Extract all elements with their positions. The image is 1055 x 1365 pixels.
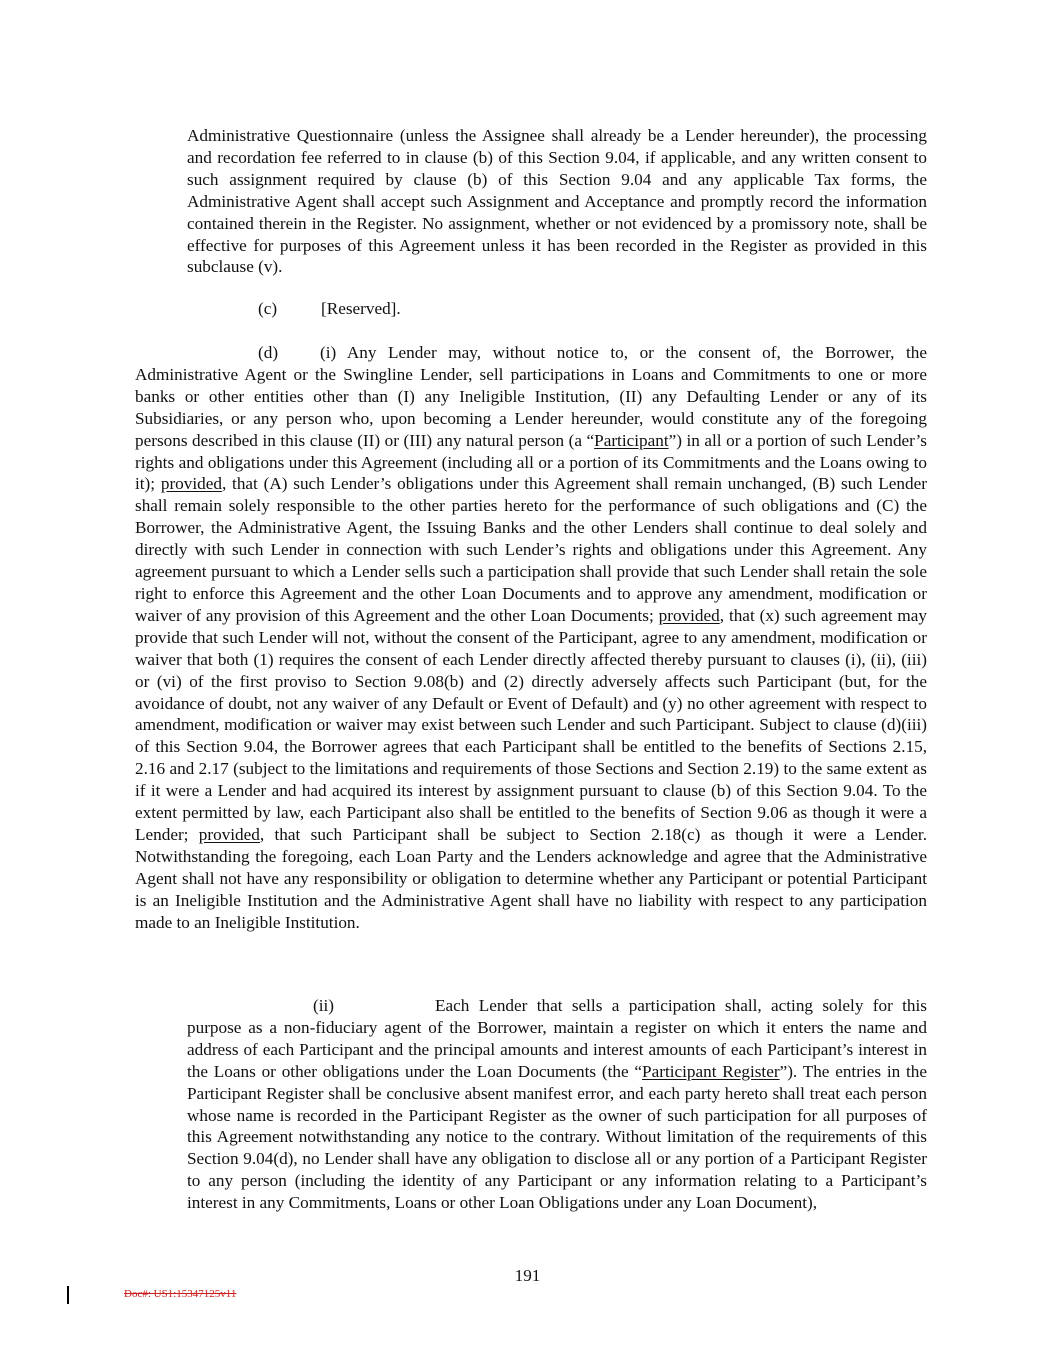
paragraph-c — [258, 298, 401, 320]
defined-term-participant-register: Participant Register — [642, 1061, 780, 1081]
clause-d-text: ”) in all or a portion of such Lender’s rights and obligations under this Agreement (including all or a portion of its Commitments and the Loans owing to it); — [135, 430, 927, 494]
provided-term: provided — [658, 605, 720, 625]
change-bar — [67, 1286, 69, 1304]
paragraph-intro: Administrative Questionnaire (unless the Assignee shall already be a Lender hereunder), the processing and recordation fee referred to in clause (b) of this Section 9.04, if applicable, and any written consent to such assignment required by clause (b) of this Section 9.04 and any applicable Tax forms, the Administrative Agent shall accept such Assignment and Acceptance and promptly record the information contained therein in the Register. No assignment, whether or not evidenced by a promissory note, shall be effective for purposes of this Agreement unless it has been recorded in the Register as provided in this subclause (v). — [187, 126, 927, 277]
page-number: 191 — [514, 1266, 541, 1285]
clause-d-text: , that such Participant shall be subject to Section 2.18(c) as though it were a Lender. Notwithstanding the foregoing, each Loan Party and the Lenders acknowledge and agree that the Administrative Agent shall not have any responsibility or obligation to determine whether any Participant or potential Participant is an Ineligible Institution and the Administrative Agent shall have no liability with respect to any participation made to an Ineligible Institution. — [135, 824, 927, 932]
clause-d-label: (d) — [258, 343, 279, 362]
clause-d-text: , that (x) such agreement may provide that such Lender will not, without the consent of the Participant, agree to any amendment, modification or waiver that both (1) requires the consent of each Lender directly affected thereby pursuant to clauses (i), (ii), (iii) or (vi) of the first proviso to Section 9.08(b) and (2) directly adversely affects such Participant (but, for the avoidance of doubt, not any waiver of any Default or Event of Default) and (y) no other agreement with respect to amendment, modification or waiver may exist between such Lender and such Participant. Subject to clause (d)(iii) of this Section 9.04, the Borrower agrees that each Participant shall be entitled to the benefits of Sections 2.15, 2.16 and 2.17 (subject to the limitations and requirements of those Sections and Section 2.19) to the same extent as if it were a Lender and had acquired its interest by assignment pursuant to clause (b) of this Section 9.04. To the extent permitted by law, each Participant also shall be entitled to the benefits of Section 9.06 as though it were a Lender; — [135, 605, 928, 844]
clause-d-text: , that (A) such Lender’s obligations under this Agreement shall remain unchanged, (B) such Lender shall remain solely responsible to the other parties hereto for the performance of such obligations and (C) the Borrower, the Administrative Agent, the Issuing Banks and the other Lenders shall continue to deal solely and directly with such Lender in connection with such Lender’s rights and obligations under this Agreement. Any agreement pursuant to which a Lender sells such a participation shall provide that such Lender shall retain the sole right to enforce this Agreement and the other Loan Documents and to approve any amendment, modification or waiver of any provision of this Agreement and the other Loan Documents; — [135, 474, 927, 625]
paragraph-d — [135, 342, 927, 933]
provided-term: provided — [160, 474, 222, 494]
paragraph-ii — [187, 995, 927, 1214]
clause-d-text: (i) Any Lender may, without notice to, or the consent of, the Borrower, the Administrative Agent or the Swingline Lender, sell participations in Loans and Commitments to one or more banks or other entities other than (I) any Ineligible Institution, (II) any Defaulting Lender or any of its Subsidiaries, or any person who, upon becoming a Lender hereunder, would constitute any of the foregoing persons described in this clause (II) or (III) any natural person (a “ — [135, 343, 927, 450]
clause-ii-label: (ii) — [313, 996, 334, 1015]
clause-c-text: [Reserved]. — [321, 299, 401, 318]
clause-ii-text: Each Lender that sells a participation shall, acting solely for this purpose as a non-fiduciary agent of the Borrower, maintain a register on which it enters the name and address of each Participant and the principal amounts and interest amounts of each Participant’s interest in the Loans or other obligations under the Loan Documents (the “ — [187, 996, 927, 1081]
clause-ii-text: ”). The entries in the Participant Register shall be conclusive absent manifest error, and each party hereto shall treat each person whose name is recorded in the Participant Register as the owner of such participation for all purposes of this Agreement notwithstanding any notice to the contrary. Without limitation of the requirements of this Section 9.04(d), no Lender shall have any obligation to disclose all or any portion of a Participant Register to any person (including the identity of any Participant or any information relating to a Participant’s interest in any Commitments, Loans or other Loan Obligations under any Loan Document), — [187, 1061, 927, 1213]
document-id-footer: Doc#: US1:15347125v11 — [124, 1288, 237, 1300]
defined-term-participant: Participant — [594, 430, 669, 450]
provided-term: provided — [198, 824, 260, 844]
clause-c-label: (c) — [258, 299, 278, 318]
